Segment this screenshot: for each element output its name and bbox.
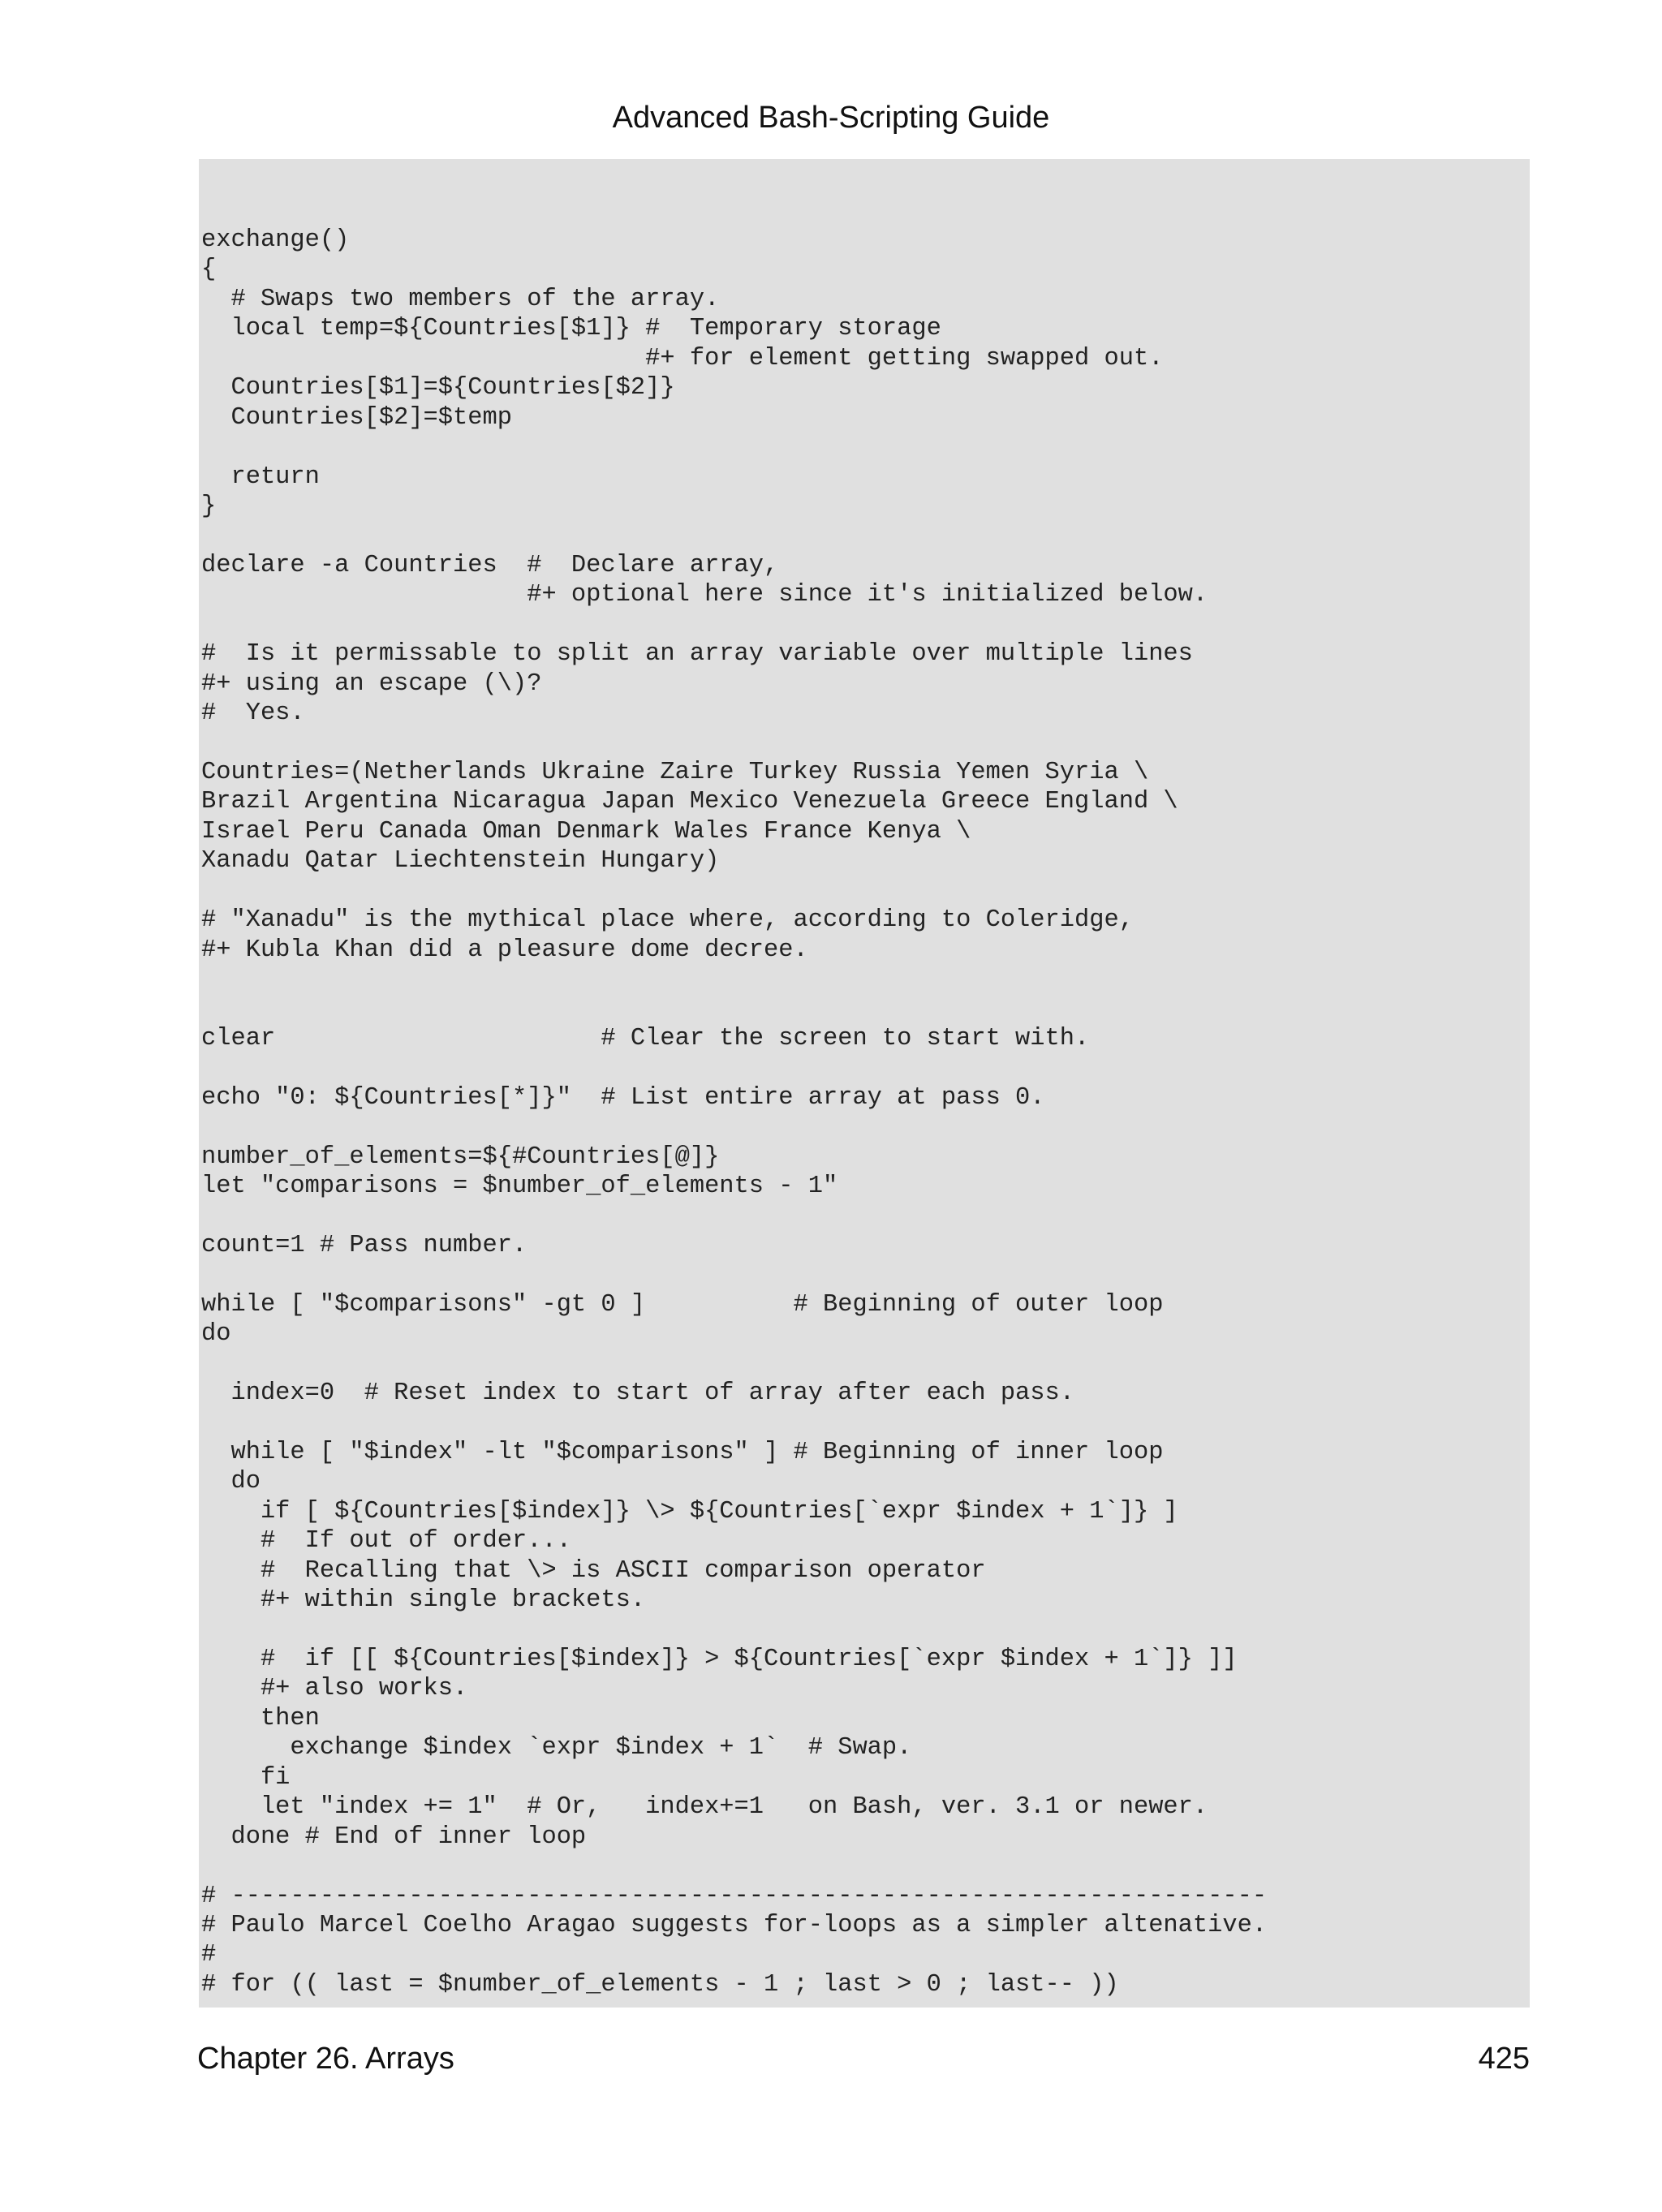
footer-chapter-title: Chapter 26. Arrays: [197, 2042, 454, 2076]
page-header-title: Advanced Bash-Scripting Guide: [612, 101, 1050, 135]
footer-page-number: 425: [1478, 2042, 1530, 2076]
code-listing: [199, 159, 1530, 2008]
code-text: exchange() { # Swaps two members of the array. local temp=${Countries[$1]} # Temporary storage #+ for element getting swapped out. Countries[$1]=${Countries[$2]} Countries[$2]=$temp return } declare -a Countries # Declare array, #+ optional here since it's initialized below. # Is it permissable to split an array variable over multiple lines #+ using an escape (\)? # Yes. Countries=(Netherlands Ukraine Zaire Turkey Russia Yemen Syria \ Brazil Argentina Nicaragua Japan Mexico Venezuela Greece England \ Israel Peru Canada Oman Denmark Wales France Kenya \ Xanadu Qatar Liechtenstein Hungary) # "Xanadu" is the mythical place where, according to Coleridge, #+ Kubla Khan did a pleasure dome decree. clear # Clear the screen to start with. echo "0: ${Countries[*]}" # List entire array at pass 0. number_of_elements=${#Countries[@]} let "comparisons = $number_of_elements - 1" count=1 # Pass number. while [ "$comparisons" -gt 0 ] # Beginning of outer loop do index=0 # Reset index to start of array after each pass. while [ "$index" -lt "$comparisons" ] # Beginning of inner loop do if [ ${Countries[$index]} \> ${Countries[`expr $index + 1`]} ] # If out of order... # Recalling that \> is ASCII comparison operator #+ within single brackets. # if [[ ${Countries[$index]} > ${Countries[`expr $index + 1`]} ]] #+ also works. then exchange $index `expr $index + 1` # Swap. fi let "index += 1" # Or, index+=1 on Bash, ver. 3.1 or newer. done # End of inner loop # ---------------------------------------------------------------------- # Paulo Marcel Coelho Aragao suggests for-loops as a simpler altenative. # # for (( last = $number_of_elements - 1 ; last > 0 ; last-- )): [201, 226, 1268, 1999]
